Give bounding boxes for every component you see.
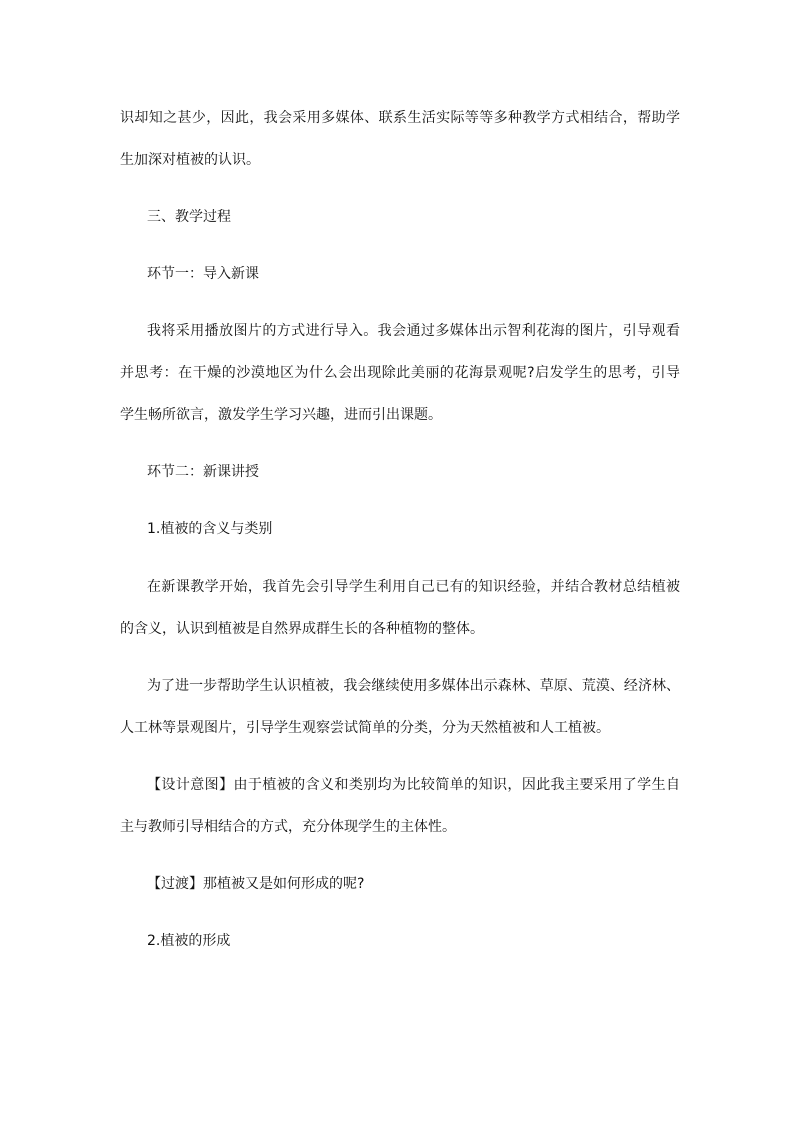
- paragraph-continuation-line: 生加深对植被的认识。: [120, 152, 260, 168]
- design-intent-line: 主与教师引导相结合的方式，充分体现学生的主体性。: [120, 819, 456, 835]
- paragraph-line: 我将采用播放图片的方式进行导入。我会通过多媒体出示智利花海的图片，引导观看: [147, 323, 680, 339]
- paragraph-line: 在新课教学开始，我首先会引导学生利用自己已有的知识经验，并结合教材总结植被: [147, 579, 680, 595]
- section-heading: 三、教学过程: [147, 209, 231, 225]
- subsection-heading: 环节二：新课讲授: [147, 464, 259, 480]
- subsection-heading: 环节一：导入新课: [147, 266, 259, 282]
- topic-heading: 2.植被的形成: [147, 933, 231, 949]
- paragraph-line: 人工林等景观图片，引导学生观察尝试简单的分类，分为天然植被和人工植被。: [120, 720, 610, 736]
- paragraph-line: 并思考：在干燥的沙漠地区为什么会出现除此美丽的花海景观呢?启发学生的思考，引导: [120, 365, 680, 381]
- paragraph-continuation-line: 识却知之甚少，因此，我会采用多媒体、联系生活实际等等多种教学方式相结合，帮助学: [120, 110, 680, 126]
- paragraph-line: 学生畅所欲言，激发学生学习兴趣，进而引出课题。: [120, 407, 442, 423]
- paragraph-line: 为了进一步帮助学生认识植被，我会继续使用多媒体出示森林、草原、荒漠、经济林、: [147, 678, 680, 694]
- topic-heading: 1.植被的含义与类别: [147, 521, 273, 537]
- design-intent-line: 【设计意图】由于植被的含义和类别均为比较简单的知识，因此我主要采用了学生自: [147, 777, 680, 793]
- transition-line: 【过渡】那植被又是如何形成的呢?: [147, 876, 365, 892]
- paragraph-line: 的含义，认识到植被是自然界成群生长的各种植物的整体。: [120, 621, 484, 637]
